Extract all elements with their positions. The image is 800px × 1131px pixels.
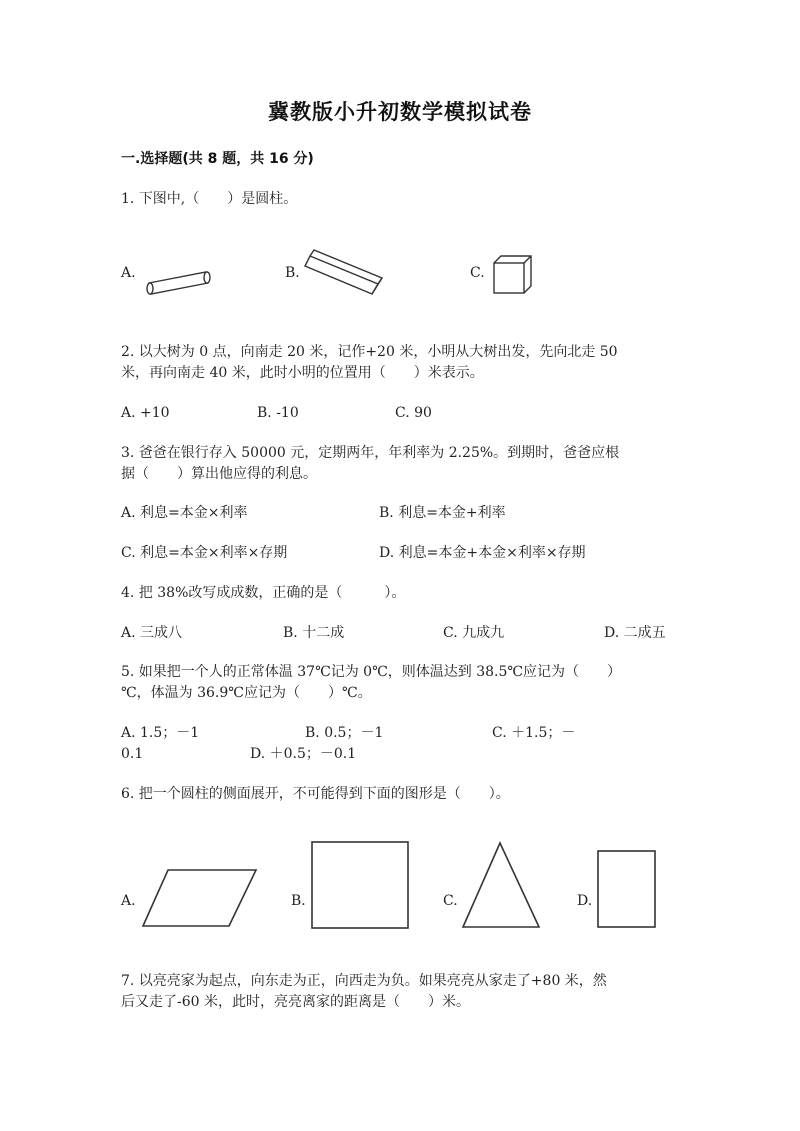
exam-title: 冀教版小升初数学模拟试卷 bbox=[268, 100, 532, 124]
q4-option-b: B. 十二成 bbox=[283, 625, 345, 641]
q6-stem: 6. 把一个圆柱的侧面展开，不可能得到下面的图形是（ ）。 bbox=[121, 786, 510, 802]
q3-option-d: D. 利息=本金+本金×利率×存期 bbox=[379, 545, 586, 561]
q5-stem-line-1: 5. 如果把一个人的正常体温 37℃记为 0℃，则体温达到 38.5℃应记为（ ） bbox=[121, 664, 622, 680]
q4-option-a: A. 三成八 bbox=[121, 625, 183, 641]
q5-option-c: C. ＋1.5；－ bbox=[492, 725, 576, 741]
q2-stem-line-2: 米，再向南走 40 米，此时小明的位置用（ ）米表示。 bbox=[121, 365, 484, 381]
q2-option-a: A. +10 bbox=[121, 405, 170, 421]
q4-option-d: D. 二成五 bbox=[604, 625, 666, 641]
rectangle-figure bbox=[310, 840, 410, 930]
q5-option-c-continued: 0.1 bbox=[121, 746, 144, 762]
q5-option-d: D. ＋0.5；－0.1 bbox=[250, 746, 357, 762]
q6-option-a-label: A. bbox=[121, 893, 136, 909]
q1-stem: 1. 下图中,（ ）是圆柱。 bbox=[121, 191, 298, 207]
q3-stem-line-1: 3. 爸爸在银行存入 50000 元，定期两年，年利率为 2.25%。到期时，爸爸应根 bbox=[121, 445, 620, 461]
triangle-figure bbox=[460, 840, 542, 930]
section-heading: 一.选择题(共 8 题，共 16 分) bbox=[121, 151, 314, 167]
q6-option-d-label: D. bbox=[577, 893, 593, 909]
q1-option-a-label: A. bbox=[121, 265, 136, 281]
q7-stem-line-1: 7. 以亮亮家为起点，向东走为正，向西走为负。如果亮亮从家走了+80 米，然 bbox=[121, 973, 607, 989]
q2-stem-line-1: 2. 以大树为 0 点，向南走 20 米，记作+20 米，小明从大树出发，先向北走 50 bbox=[121, 344, 618, 360]
q2-option-b: B. -10 bbox=[257, 405, 299, 421]
triangular-prism-figure bbox=[300, 248, 388, 296]
q1-option-c-label: C. bbox=[470, 265, 485, 281]
q7-stem-line-2: 后又走了-60 米，此时，亮亮离家的距离是（ ）米。 bbox=[121, 994, 470, 1010]
cylinder-figure bbox=[140, 268, 215, 300]
q3-stem-line-2: 据（ ）算出他应得的利息。 bbox=[121, 466, 317, 482]
q5-option-a: A. 1.5；－1 bbox=[121, 725, 200, 741]
q6-option-b-label: B. bbox=[291, 893, 306, 909]
q3-option-b: B. 利息=本金+利率 bbox=[379, 505, 506, 521]
q5-stem-line-2: ℃，体温为 36.9℃应记为（ ）℃。 bbox=[121, 685, 372, 701]
parallelogram-figure bbox=[140, 867, 260, 929]
q5-option-b: B. 0.5；－1 bbox=[305, 725, 384, 741]
q3-option-a: A. 利息=本金×利率 bbox=[121, 505, 248, 521]
q6-option-c-label: C. bbox=[443, 893, 458, 909]
q2-option-c: C. 90 bbox=[395, 405, 432, 421]
small-rectangle-figure bbox=[596, 849, 658, 929]
q4-stem: 4. 把 38%改写成成数，正确的是（ ）。 bbox=[121, 585, 406, 601]
cube-figure bbox=[492, 254, 534, 296]
q1-option-b-label: B. bbox=[285, 265, 300, 281]
q4-option-c: C. 九成九 bbox=[443, 625, 505, 641]
q3-option-c: C. 利息=本金×利率×存期 bbox=[121, 545, 288, 561]
